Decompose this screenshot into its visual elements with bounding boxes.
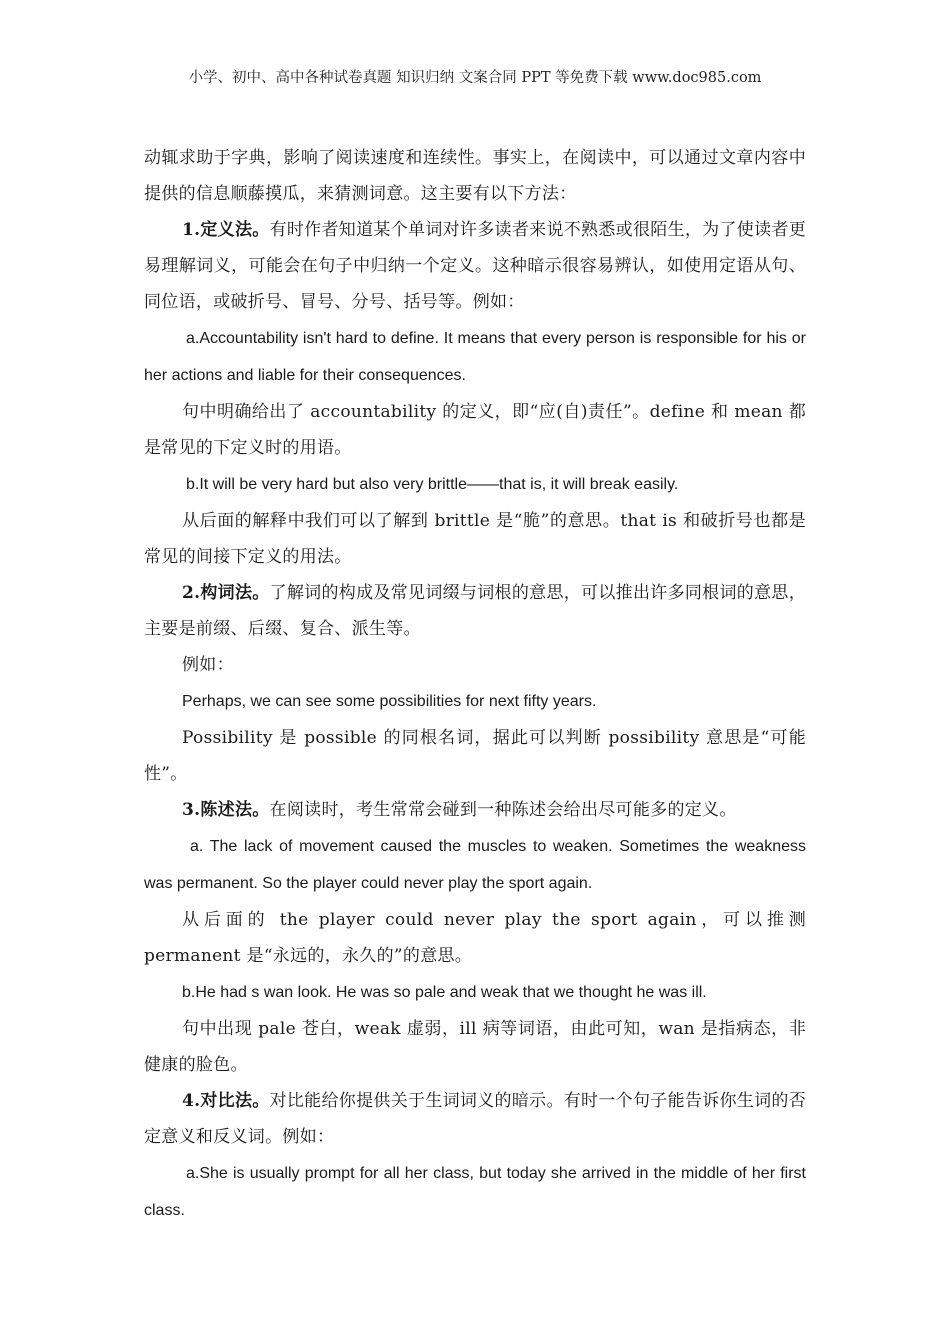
example-explanation: 从后面的 the player could never play the sport again，可以推测 permanent 是“永远的，永久的”的意思。 — [144, 910, 806, 966]
example-explanation: 句中明确给出了 accountability 的定义，即“应(自)责任”。define 和 mean 都是常见的下定义时的用语。 — [144, 402, 806, 458]
example-sentence: a.She is usually prompt for all her class, but today she arrived in the middle of her first class. — [144, 1165, 806, 1219]
example-sentence: Perhaps, we can see some possibilities for next fifty years. — [182, 693, 597, 710]
example-sentence: a. The lack of movement caused the muscles to weaken. Sometimes the weakness was permanent. So the player could never play the sport again. — [144, 838, 806, 892]
example-explanation: 句中出现 pale 苍白，weak 虚弱，ill 病等词语，由此可知，wan 是指病态，非健康的脸色。 — [144, 1019, 806, 1075]
example-explanation: 从后面的解释中我们可以了解到 brittle 是“脆”的意思。that is 和破折号也都是常见的间接下定义的用法。 — [144, 511, 806, 567]
section-statement — [144, 792, 806, 828]
example-sentence: b.It will be very hard but also very brittle——that is, it will break easily. — [186, 476, 679, 493]
example-sentence: b.He had s wan look. He was so pale and weak that we thought he was ill. — [182, 984, 707, 1001]
section-text: 在阅读时，考生常常会碰到一种陈述会给出尽可能多的定义。 — [269, 800, 737, 820]
section-heading: 2.构词法。 — [182, 583, 270, 603]
header-text: 小学、初中、高中各种试卷真题 知识归纳 文案合同 PPT 等免费下载 www.doc985.com — [188, 70, 762, 86]
intro-paragraph: 动辄求助于字典，影响了阅读速度和连续性。事实上，在阅读中，可以通过文章内容中提供的信息顺藤摸瓜，来猜测词意。这主要有以下方法： — [144, 148, 806, 204]
section-text: 了解词的构成及常见词缀与词根的意思，可以推出许多同根词的意思，主要是前缀、后缀、复合、派生等。 — [144, 583, 806, 639]
section-heading: 3.陈述法。 — [182, 800, 270, 820]
page-header — [0, 66, 950, 87]
section-heading: 4.对比法。 — [182, 1091, 270, 1111]
section-definition — [144, 212, 806, 320]
example-label: 例如： — [182, 655, 234, 675]
section-word-formation — [144, 575, 806, 647]
document-body — [144, 140, 806, 1229]
section-contrast — [144, 1083, 806, 1155]
section-text: 有时作者知道某个单词对许多读者来说不熟悉或很陌生，为了使读者更易理解词义，可能会在句子中归纳一个定义。这种暗示很容易辨认，如使用定语从句、同位语，或破折号、冒号、分号、括号等。例如： — [144, 220, 806, 312]
section-heading: 1.定义法。 — [182, 220, 270, 240]
section-text: 对比能给你提供关于生词词义的暗示。有时一个句子能告诉你生词的否定意义和反义词。例如： — [144, 1091, 806, 1147]
example-explanation: Possibility 是 possible 的同根名词，据此可以判断 possibility 意思是“可能性”。 — [144, 728, 806, 784]
example-sentence: a.Accountability isn't hard to define. It means that every person is responsible for his or her actions and liable for their consequences. — [144, 330, 806, 384]
